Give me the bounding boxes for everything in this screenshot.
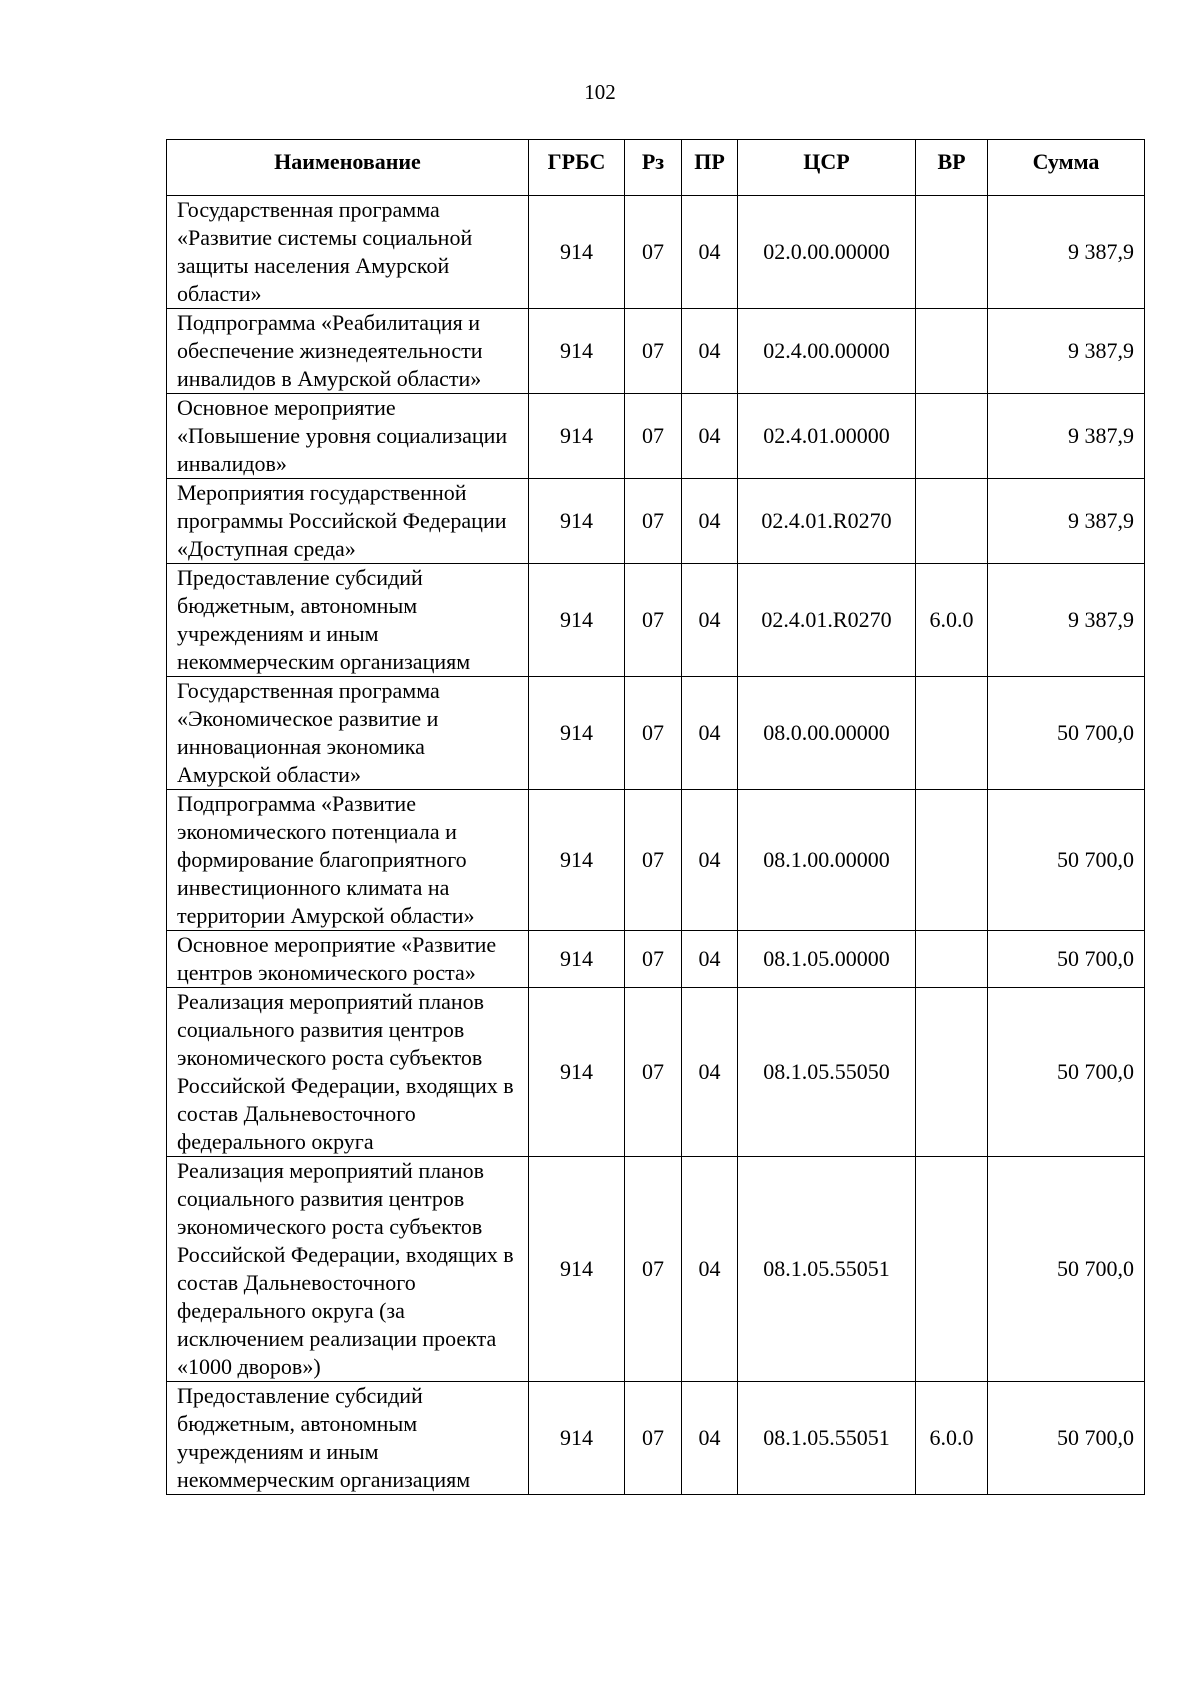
cell-rz: 07 <box>625 790 682 931</box>
cell-rz: 07 <box>625 564 682 677</box>
cell-rz: 07 <box>625 1382 682 1495</box>
cell-name: Мероприятия государственной программы Российской Федерации «Доступная среда» <box>167 479 529 564</box>
cell-vr: 6.0.0 <box>916 564 988 677</box>
cell-csr: 02.0.00.00000 <box>738 196 916 309</box>
cell-vr <box>916 479 988 564</box>
cell-vr <box>916 309 988 394</box>
cell-grbs: 914 <box>529 196 625 309</box>
cell-csr: 02.4.01.R0270 <box>738 564 916 677</box>
table-row <box>167 988 1145 1157</box>
cell-name: Государственная программа «Экономическое развитие и инновационная экономика Амурской области» <box>167 677 529 790</box>
cell-rz: 07 <box>625 196 682 309</box>
cell-pr: 04 <box>682 564 738 677</box>
cell-pr: 04 <box>682 394 738 479</box>
budget-table <box>166 139 1145 1495</box>
cell-rz: 07 <box>625 394 682 479</box>
cell-pr: 04 <box>682 1382 738 1495</box>
table-row <box>167 677 1145 790</box>
table-row <box>167 309 1145 394</box>
cell-name: Подпрограмма «Развитие экономического потенциала и формирование благоприятного инвестиционного климата на территории Амурской области» <box>167 790 529 931</box>
cell-vr <box>916 1157 988 1382</box>
cell-rz: 07 <box>625 988 682 1157</box>
cell-rz: 07 <box>625 309 682 394</box>
cell-sum: 9 387,9 <box>988 394 1145 479</box>
cell-pr: 04 <box>682 479 738 564</box>
cell-csr: 08.0.00.00000 <box>738 677 916 790</box>
cell-sum: 9 387,9 <box>988 564 1145 677</box>
cell-csr: 02.4.01.00000 <box>738 394 916 479</box>
cell-vr <box>916 196 988 309</box>
cell-rz: 07 <box>625 677 682 790</box>
cell-name: Основное мероприятие «Развитие центров экономического роста» <box>167 931 529 988</box>
cell-sum: 9 387,9 <box>988 479 1145 564</box>
cell-csr: 08.1.05.55050 <box>738 988 916 1157</box>
table-row <box>167 479 1145 564</box>
cell-name: Реализация мероприятий планов социального развития центров экономического роста субъектов Российской Федерации, входящих в состав Дальневосточного федерального округа <box>167 988 529 1157</box>
cell-csr: 08.1.00.00000 <box>738 790 916 931</box>
table-row <box>167 394 1145 479</box>
cell-csr: 08.1.05.55051 <box>738 1382 916 1495</box>
cell-rz: 07 <box>625 1157 682 1382</box>
cell-name: Предоставление субсидий бюджетным, автономным учреждениям и иным некоммерческим организациям <box>167 564 529 677</box>
table-row <box>167 564 1145 677</box>
column-header-pr: ПР <box>682 140 738 196</box>
cell-name: Реализация мероприятий планов социального развития центров экономического роста субъектов Российской Федерации, входящих в состав Дальневосточного федерального округа (за исключением реализации проекта «1000 дворов») <box>167 1157 529 1382</box>
column-header-rz: Рз <box>625 140 682 196</box>
page-number: 102 <box>584 80 616 104</box>
cell-vr <box>916 790 988 931</box>
cell-vr <box>916 988 988 1157</box>
cell-name: Предоставление субсидий бюджетным, автономным учреждениям и иным некоммерческим организациям <box>167 1382 529 1495</box>
cell-vr <box>916 394 988 479</box>
column-header-vr: ВР <box>916 140 988 196</box>
cell-pr: 04 <box>682 1157 738 1382</box>
table-row <box>167 196 1145 309</box>
cell-grbs: 914 <box>529 931 625 988</box>
cell-vr: 6.0.0 <box>916 1382 988 1495</box>
cell-csr: 08.1.05.00000 <box>738 931 916 988</box>
cell-grbs: 914 <box>529 1382 625 1495</box>
column-header-name: Наименование <box>167 140 529 196</box>
cell-sum: 50 700,0 <box>988 988 1145 1157</box>
table-header-row <box>167 140 1145 196</box>
cell-grbs: 914 <box>529 790 625 931</box>
cell-csr: 02.4.00.00000 <box>738 309 916 394</box>
cell-grbs: 914 <box>529 479 625 564</box>
cell-sum: 50 700,0 <box>988 931 1145 988</box>
cell-name: Основное мероприятие «Повышение уровня социализации инвалидов» <box>167 394 529 479</box>
table-row <box>167 1382 1145 1495</box>
cell-name: Подпрограмма «Реабилитация и обеспечение жизнедеятельности инвалидов в Амурской области» <box>167 309 529 394</box>
column-header-sum: Сумма <box>988 140 1145 196</box>
cell-grbs: 914 <box>529 988 625 1157</box>
cell-sum: 50 700,0 <box>988 1157 1145 1382</box>
cell-sum: 50 700,0 <box>988 790 1145 931</box>
cell-sum: 50 700,0 <box>988 677 1145 790</box>
cell-pr: 04 <box>682 677 738 790</box>
cell-vr <box>916 677 988 790</box>
cell-pr: 04 <box>682 988 738 1157</box>
cell-name: Государственная программа «Развитие системы социальной защиты населения Амурской области» <box>167 196 529 309</box>
cell-grbs: 914 <box>529 394 625 479</box>
table-row <box>167 1157 1145 1382</box>
cell-pr: 04 <box>682 196 738 309</box>
cell-grbs: 914 <box>529 564 625 677</box>
cell-pr: 04 <box>682 931 738 988</box>
cell-sum: 9 387,9 <box>988 196 1145 309</box>
cell-vr <box>916 931 988 988</box>
cell-pr: 04 <box>682 309 738 394</box>
cell-csr: 02.4.01.R0270 <box>738 479 916 564</box>
cell-sum: 9 387,9 <box>988 309 1145 394</box>
cell-grbs: 914 <box>529 309 625 394</box>
cell-grbs: 914 <box>529 677 625 790</box>
cell-rz: 07 <box>625 479 682 564</box>
cell-rz: 07 <box>625 931 682 988</box>
cell-sum: 50 700,0 <box>988 1382 1145 1495</box>
cell-grbs: 914 <box>529 1157 625 1382</box>
cell-csr: 08.1.05.55051 <box>738 1157 916 1382</box>
table-row <box>167 790 1145 931</box>
column-header-csr: ЦСР <box>738 140 916 196</box>
column-header-grbs: ГРБС <box>529 140 625 196</box>
table-row <box>167 931 1145 988</box>
cell-pr: 04 <box>682 790 738 931</box>
